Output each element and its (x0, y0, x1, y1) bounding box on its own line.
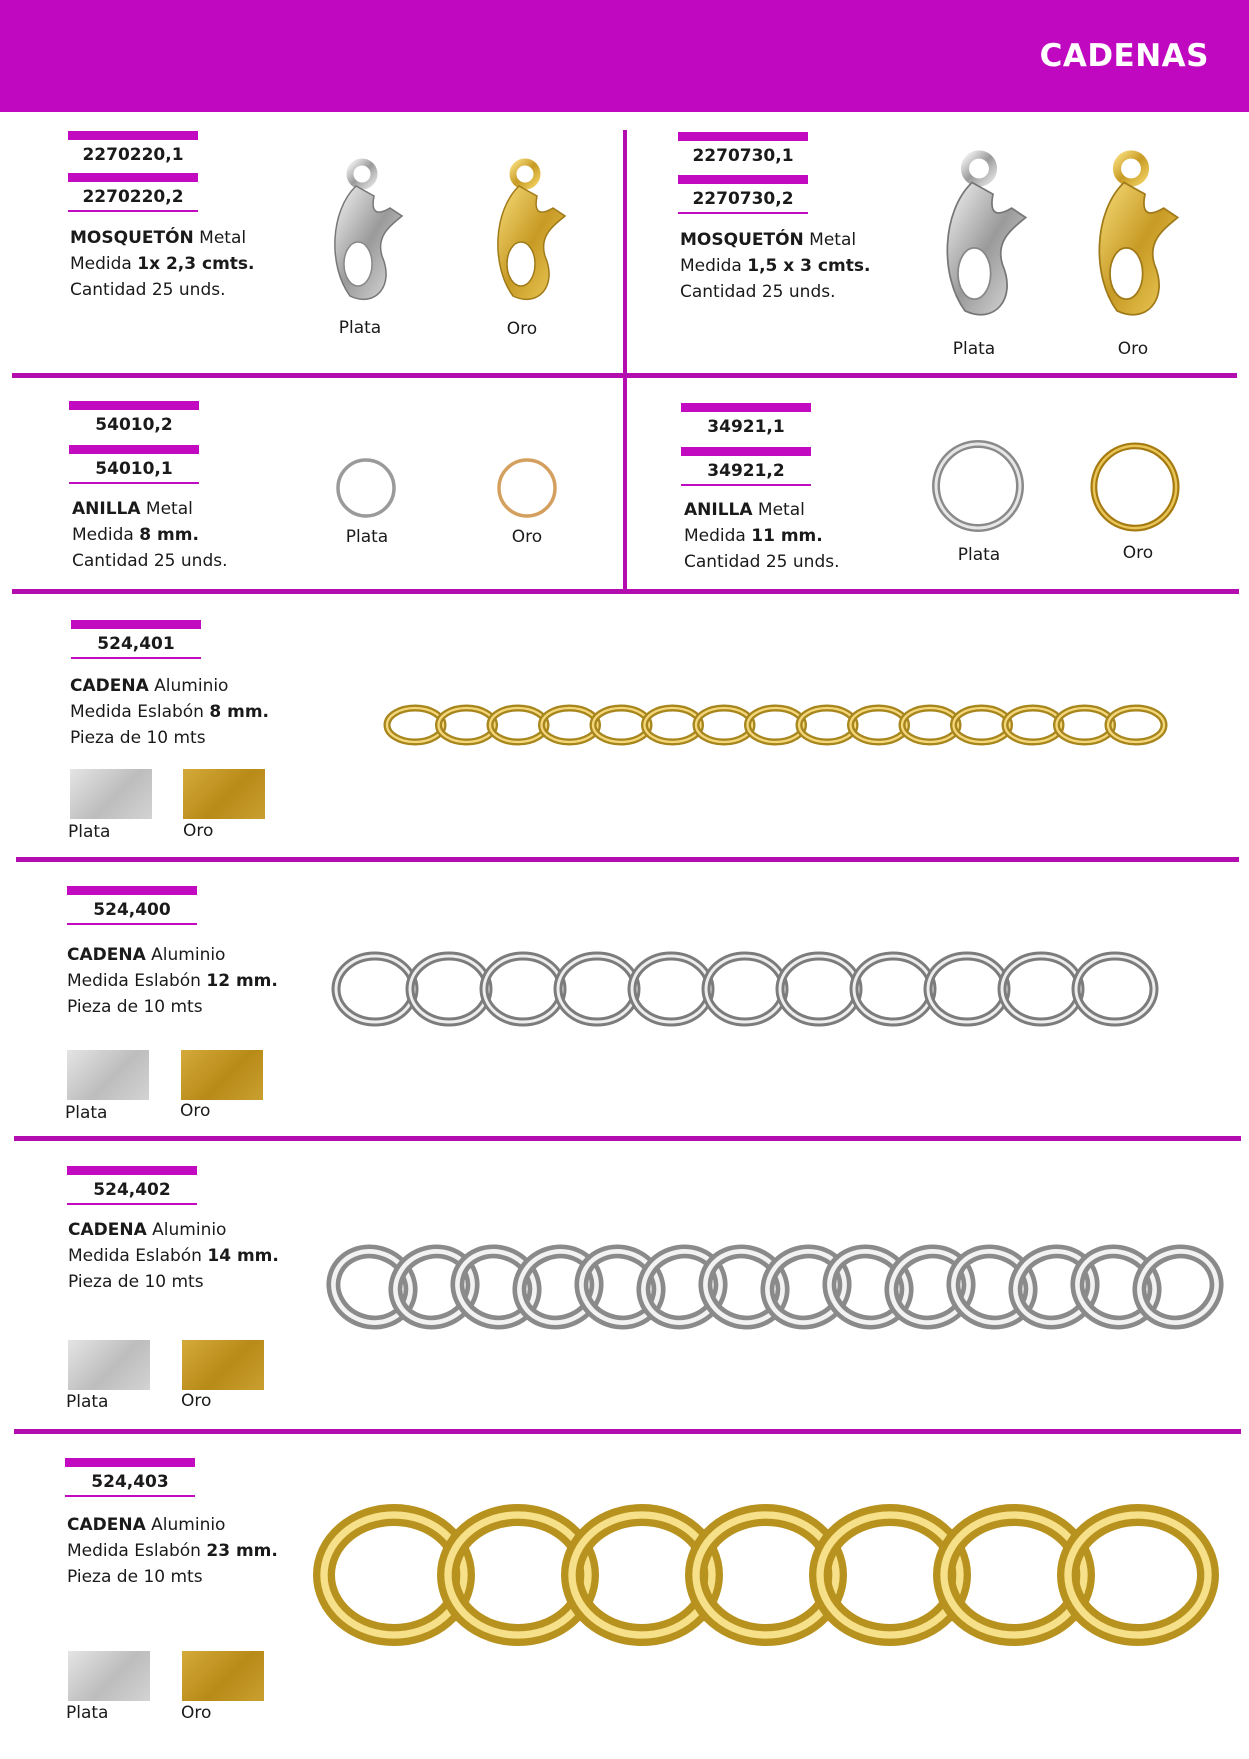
variant-label: Oro (511, 527, 543, 547)
product-code: 34921,1 (681, 403, 811, 440)
chain-link-highlight (410, 956, 488, 1022)
variant-label: Plata (66, 1392, 109, 1412)
gold-swatch (183, 769, 265, 819)
variant-label: Plata (952, 339, 996, 359)
product-code: 524,400 (67, 886, 197, 925)
variant-label: Plata (957, 545, 1001, 565)
chain-link-highlight (854, 956, 932, 1022)
gold-swatch (182, 1651, 264, 1701)
product-description: CADENA Aluminio Medida Eslabón 23 mm. Pieza de 10 mts (67, 1515, 278, 1587)
chain-link-highlight (645, 708, 701, 742)
gold-ring-image (495, 456, 559, 520)
page-header (0, 0, 1249, 112)
product-code: 34921,2 (681, 447, 811, 486)
variant-label: Plata (338, 318, 382, 338)
silver-chain-image (333, 948, 1193, 1030)
chain-link-highlight (1057, 708, 1113, 742)
chain-link-highlight (902, 708, 958, 742)
chain-link-highlight (748, 708, 804, 742)
silver-swatch (68, 1651, 150, 1701)
variant-label: Oro (180, 1101, 211, 1121)
product-code: 54010,1 (69, 445, 199, 484)
gold-swatch (182, 1340, 264, 1390)
gold-ring-image (1088, 440, 1182, 534)
variant-label: Oro (181, 1391, 212, 1411)
chain-link-highlight (387, 708, 443, 742)
divider (623, 374, 627, 591)
chain-link-highlight (1108, 708, 1164, 742)
chain-link-highlight (780, 956, 858, 1022)
silver-clasp-image (930, 145, 1035, 325)
chain-link-highlight (490, 708, 546, 742)
chain-link-highlight (954, 708, 1010, 742)
variant-label: Oro (506, 319, 538, 339)
chain-link-highlight (1076, 956, 1154, 1022)
product-code: 2270220,1 (68, 131, 198, 168)
product-description: CADENA Aluminio Medida Eslabón 14 mm. Pieza de 10 mts (68, 1220, 279, 1292)
gold-chain-image (318, 1490, 1226, 1660)
chain-link-highlight (1005, 708, 1061, 742)
divider (16, 857, 1239, 862)
divider (623, 130, 627, 374)
product-code: 2270730,2 (678, 175, 808, 214)
chain-link-highlight (542, 708, 598, 742)
silver-swatch (67, 1050, 149, 1100)
product-description: ANILLA Metal Medida 11 mm. Cantidad 25 unds. (684, 500, 840, 572)
product-description: MOSQUETÓN Metal Medida 1,5 x 3 cmts. Cantidad 25 unds. (680, 230, 871, 302)
chain-link-highlight (632, 956, 710, 1022)
gold-chain-image (385, 695, 1180, 755)
variant-label: Oro (181, 1703, 212, 1723)
variant-label: Oro (1122, 543, 1154, 563)
divider (14, 1136, 1241, 1141)
silver-swatch (70, 769, 152, 819)
chain-link-highlight (593, 708, 649, 742)
silver-swatch (68, 1340, 150, 1390)
product-code: 524,402 (67, 1166, 197, 1205)
variant-label: Plata (65, 1103, 108, 1123)
silver-clasp-image (320, 156, 410, 306)
chain-link-highlight (336, 956, 414, 1022)
chain-link-highlight (439, 708, 495, 742)
chain-link-highlight (851, 708, 907, 742)
product-description: ANILLA Metal Medida 8 mm. Cantidad 25 unds. (72, 499, 228, 571)
chain-link-highlight (696, 708, 752, 742)
gold-swatch (181, 1050, 263, 1100)
chain-link-highlight (558, 956, 636, 1022)
variant-label: Oro (1117, 339, 1149, 359)
variant-label: Plata (66, 1703, 109, 1723)
variant-label: Oro (183, 821, 214, 841)
chain-link-highlight (484, 956, 562, 1022)
silver-ring-image (930, 438, 1026, 534)
gold-clasp-image (1082, 145, 1187, 325)
variant-label: Plata (345, 527, 389, 547)
chain-link-highlight (706, 956, 784, 1022)
chain-link-highlight (928, 956, 1006, 1022)
silver-ring-image (334, 456, 398, 520)
chain-link-highlight (799, 708, 855, 742)
page-title: CADENAS (1039, 38, 1209, 74)
product-code: 2270220,2 (68, 173, 198, 212)
divider (14, 1429, 1241, 1434)
product-code: 2270730,1 (678, 132, 808, 169)
product-description: CADENA Aluminio Medida Eslabón 8 mm. Pieza de 10 mts (70, 676, 270, 748)
product-code: 54010,2 (69, 401, 199, 438)
chain-link-highlight (1002, 956, 1080, 1022)
silver-chain-image (328, 1240, 1213, 1335)
product-code: 524,401 (71, 620, 201, 659)
product-description: MOSQUETÓN Metal Medida 1x 2,3 cmts. Cantidad 25 unds. (70, 228, 255, 300)
product-description: CADENA Aluminio Medida Eslabón 12 mm. Pieza de 10 mts (67, 945, 278, 1017)
product-code: 524,403 (65, 1458, 195, 1497)
variant-label: Plata (68, 822, 111, 842)
gold-clasp-image (483, 156, 573, 306)
